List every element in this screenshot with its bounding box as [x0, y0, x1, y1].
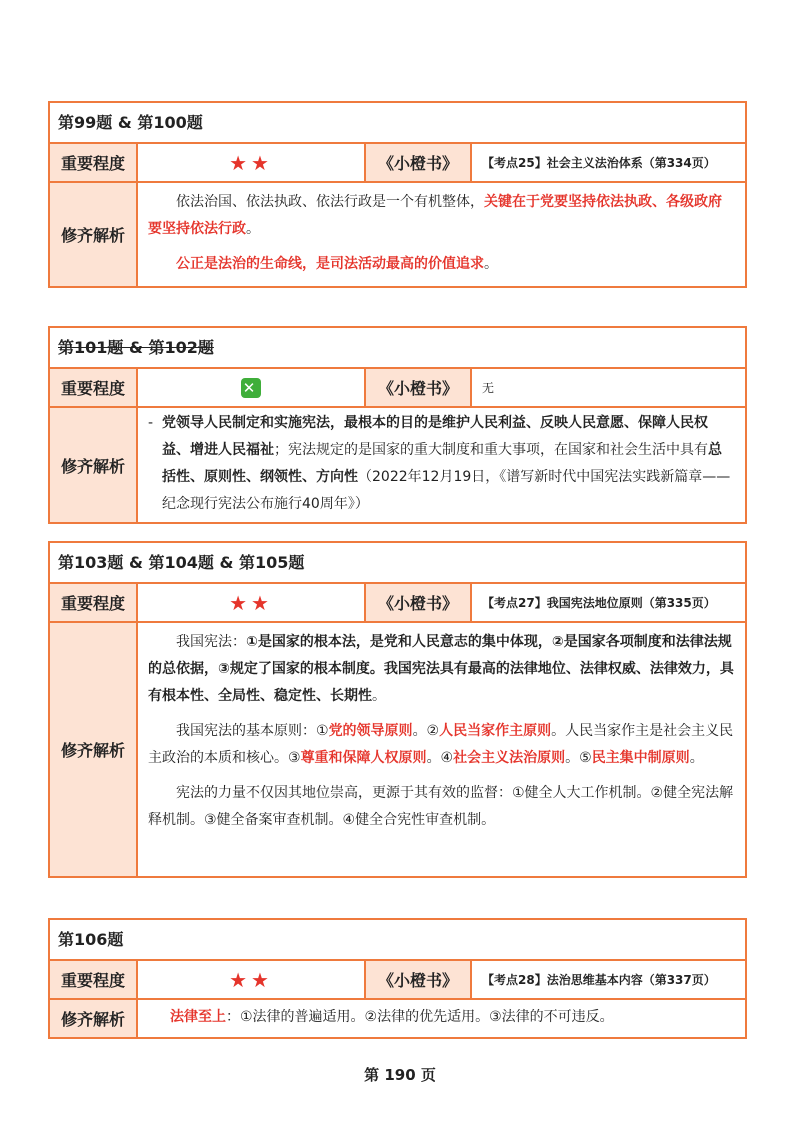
- bold-text: ①是国家的根本法，是党和人民意志的集中体现，②是国家各项制度和法律法规的总依据，③规定了国家的根本制度。我国宪法具有最高的法律地位、法律权威、法律效力，具有根本性、全局性、稳定性、长期性: [148, 634, 734, 704]
- analysis-label: 修齐解析: [50, 408, 138, 522]
- plain-text: （2022年12月19日，《谱写新时代中国宪法实践新篇章——纪念现行宪法公布施行40周年》）: [162, 469, 731, 512]
- question-card-103-105: [48, 541, 747, 878]
- plain-text: 我国宪法：: [176, 634, 246, 650]
- bullet-dash: -: [148, 415, 154, 431]
- highlight-text: 公正是法治的生命线，是司法活动最高的价值追求: [176, 256, 484, 272]
- analysis-paragraph: 宪法的力量不仅因其地位崇高，更源于其有效的监督：①健全人大工作机制。②健全宪法解释机制。③健全备案审查机制。④健全合宪性审查机制。: [148, 785, 734, 828]
- star-rating: ★★: [138, 961, 366, 998]
- analysis-content: [138, 623, 745, 876]
- importance-label: 重要程度: [50, 144, 138, 181]
- analysis-paragraph: [148, 189, 735, 243]
- bullet-item: [148, 410, 735, 518]
- importance-label: 重要程度: [50, 369, 138, 406]
- highlight-text: 法律至上: [170, 1009, 226, 1025]
- question-card-99-100: [48, 101, 747, 288]
- analysis-label: 修齐解析: [50, 1000, 138, 1037]
- card-title: 第101题 & 第102题: [50, 328, 745, 369]
- question-card-101-102: [48, 326, 747, 524]
- bold-text: 党领导人民制定和实施宪法，最根本的目的是维护人民利益、反映人民意愿、保障人民权益、增进人民福祉: [162, 415, 708, 458]
- book-label: 《小橙书》: [366, 961, 472, 998]
- importance-row: [50, 584, 745, 623]
- highlight-text: 党的领导原则: [328, 723, 413, 739]
- question-card-106: [48, 918, 747, 1039]
- card-title: 第99题 & 第100题: [50, 103, 745, 144]
- kaodian-text: 无: [482, 381, 495, 395]
- book-label: 《小橙书》: [366, 584, 472, 621]
- plain-text: 。④: [426, 750, 454, 766]
- analysis-row: [50, 1000, 745, 1037]
- analysis-content: [138, 183, 745, 286]
- plain-text: ；宪法规定的是国家的重大制度和重大事项，在国家和社会生活中具有: [274, 442, 708, 458]
- bullet-text: [162, 410, 735, 518]
- cross-mark-icon: ✕: [242, 378, 260, 397]
- highlight-text: 关键在于党要坚持依法执政、各级政府要坚持依法行政: [148, 194, 722, 237]
- page-number: 第 190 页: [364, 1066, 436, 1084]
- plain-text: 依法治国、依法执政、依法行政是一个有机整体，: [176, 194, 484, 210]
- plain-text: 我国宪法的基本原则：①: [176, 723, 329, 739]
- importance-label: 重要程度: [50, 961, 138, 998]
- analysis-paragraph: [148, 629, 735, 710]
- kaodian-text: 【考点28】法治思维基本内容（第337页）: [482, 973, 716, 987]
- analysis-row: [50, 623, 745, 876]
- analysis-paragraph: [148, 718, 735, 772]
- plain-text: 。: [689, 750, 704, 766]
- card-title: 第103题 & 第104题 & 第105题: [50, 543, 745, 584]
- analysis-content: [138, 408, 745, 522]
- highlight-text: 人民当家作主原则: [439, 723, 552, 739]
- importance-label: 重要程度: [50, 584, 138, 621]
- highlight-text: 社会主义法治原则: [453, 750, 566, 766]
- importance-row: [50, 369, 745, 408]
- analysis-row: [50, 408, 745, 522]
- plain-text: ：①法律的普遍适用。②法律的优先适用。③法律的不可违反。: [226, 1009, 614, 1025]
- importance-row: [50, 961, 745, 1000]
- analysis-label: 修齐解析: [50, 183, 138, 286]
- plain-text: 。: [484, 256, 498, 272]
- kaodian-text: 【考点25】社会主义法治体系（第334页）: [482, 156, 716, 170]
- bold-text: 总括性、原则性、纲领性、方向性: [162, 442, 722, 485]
- plain-text: 。人民当家作主是社会主义民主政治的本质和核心。③: [148, 723, 734, 766]
- plain-text: 。: [372, 688, 386, 704]
- book-label: 《小橙书》: [366, 144, 472, 181]
- star-rating: ★★: [138, 144, 366, 181]
- plain-text: 。: [246, 221, 260, 237]
- importance-row: [50, 144, 745, 183]
- analysis-paragraph: [148, 251, 735, 278]
- highlight-text: 尊重和保障人权原则: [300, 750, 427, 766]
- analysis-label: 修齐解析: [50, 623, 138, 876]
- analysis-content: [138, 1000, 745, 1037]
- star-rating: ★★: [138, 584, 366, 621]
- importance-cell: [138, 369, 366, 406]
- plain-text: 。⑤: [565, 750, 592, 766]
- highlight-text: 民主集中制原则: [591, 750, 690, 766]
- analysis-row: [50, 183, 745, 286]
- kaodian-text: 【考点27】我国宪法地位原则（第335页）: [482, 596, 716, 610]
- card-title: 第106题: [50, 920, 745, 961]
- book-label: 《小橙书》: [366, 369, 472, 406]
- plain-text: 。②: [412, 723, 440, 739]
